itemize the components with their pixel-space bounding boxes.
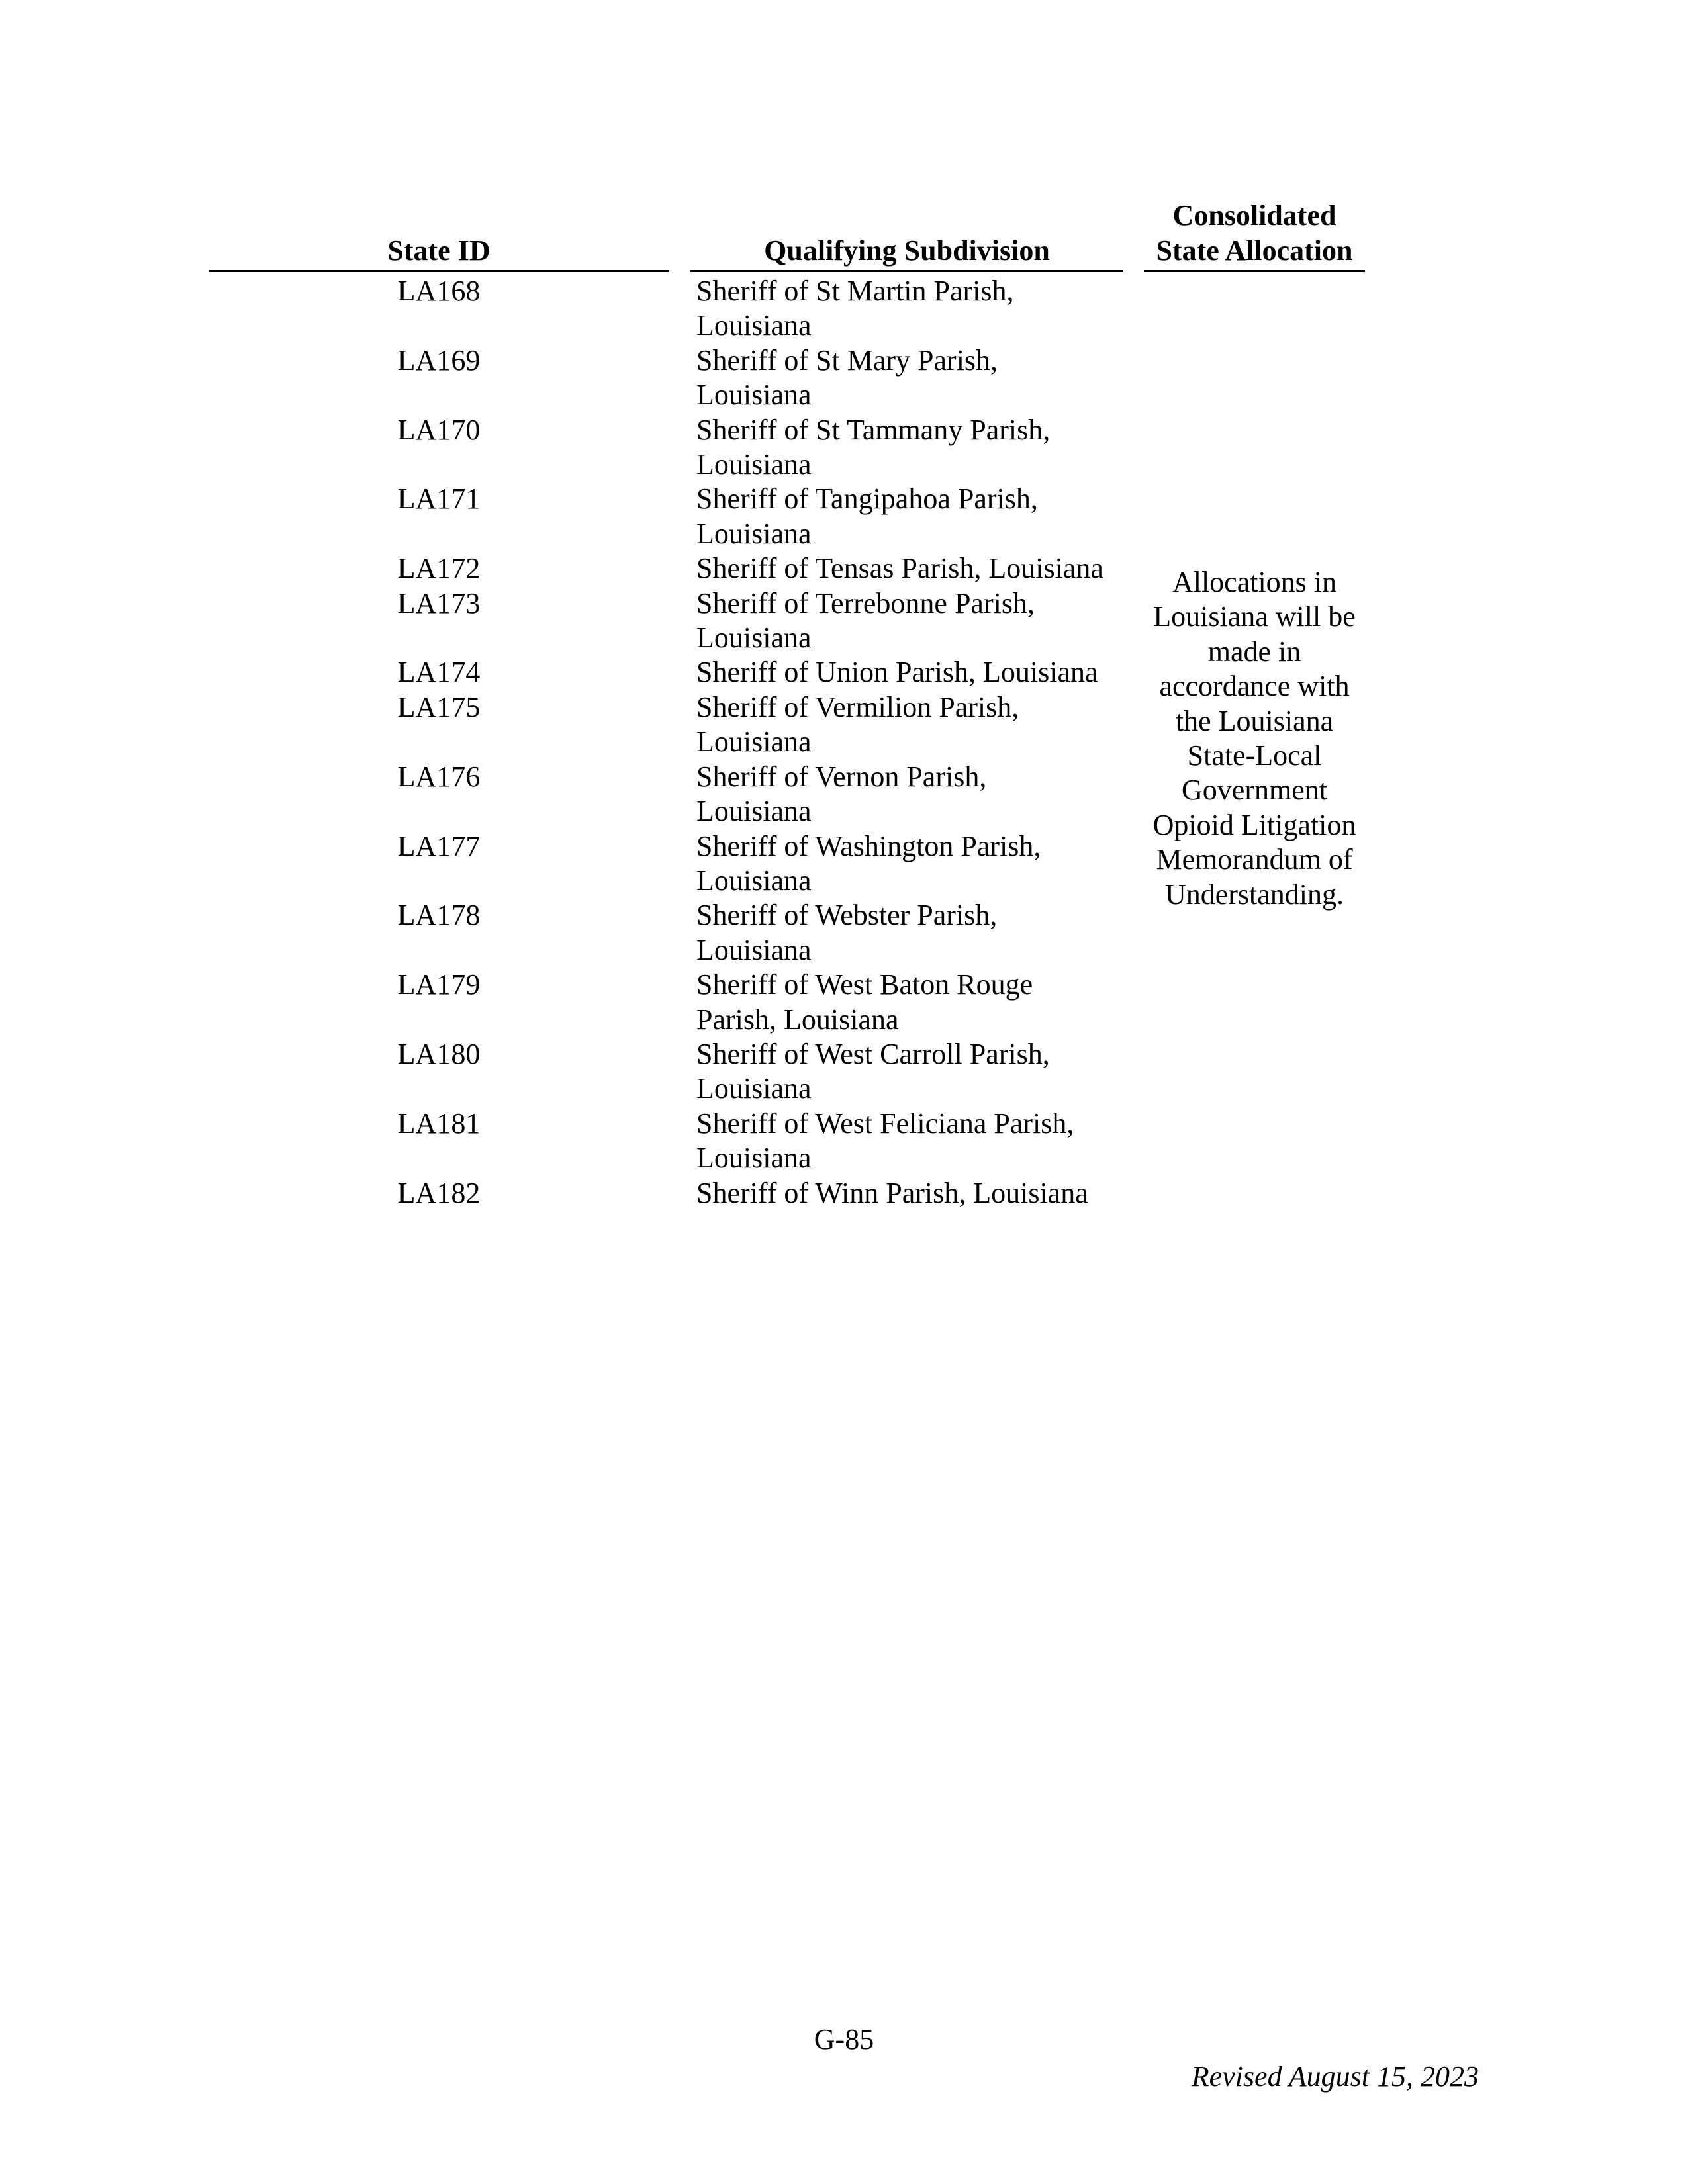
subdivision-cell bbox=[696, 1037, 1133, 1107]
subdivision-line: Louisiana bbox=[696, 933, 812, 966]
table-row bbox=[0, 898, 1688, 968]
subdivision-line: Sheriff of St Tammany Parish, bbox=[696, 413, 1051, 446]
subdivision-cell bbox=[696, 482, 1133, 551]
subdivision-cell bbox=[696, 413, 1133, 482]
state-id-cell: LA178 bbox=[397, 899, 481, 932]
allocation-note-line: Understanding. bbox=[1164, 878, 1344, 911]
subdivision-line: Louisiana bbox=[696, 864, 812, 897]
subdivision-line: Sheriff of Webster Parish, bbox=[696, 899, 998, 932]
subdivision-cell bbox=[696, 690, 1133, 760]
subdivision-line: Sheriff of Union Parish, Louisiana bbox=[696, 656, 1098, 689]
state-id-cell: LA182 bbox=[397, 1176, 481, 1209]
header-allocation-underline bbox=[1144, 270, 1365, 272]
header-state-id bbox=[209, 233, 669, 268]
subdivision-line: Sheriff of West Feliciana Parish, bbox=[696, 1107, 1074, 1140]
subdivision-cell bbox=[696, 760, 1133, 829]
table-row bbox=[0, 1107, 1688, 1176]
subdivision-line: Parish, Louisiana bbox=[696, 1003, 899, 1036]
subdivision-line: Sheriff of Terrebonne Parish, bbox=[696, 586, 1035, 619]
header-allocation bbox=[1144, 198, 1365, 268]
state-id-cell: LA181 bbox=[397, 1107, 481, 1140]
subdivision-line: Louisiana bbox=[696, 448, 812, 481]
subdivision-line: Louisiana bbox=[696, 517, 812, 550]
table-row bbox=[0, 690, 1688, 760]
subdivision-line: Louisiana bbox=[696, 725, 812, 758]
subdivision-cell bbox=[696, 1107, 1133, 1176]
allocation-note-line: State-Local bbox=[1187, 739, 1322, 772]
allocation-note-line: the Louisiana bbox=[1175, 704, 1334, 737]
subdivision-cell bbox=[696, 655, 1133, 690]
subdivision-cell bbox=[696, 829, 1133, 899]
subdivision-line: Sheriff of Winn Parish, Louisiana bbox=[696, 1176, 1088, 1209]
subdivision-cell bbox=[696, 968, 1133, 1037]
subdivision-cell bbox=[696, 274, 1133, 343]
allocation-note-line: Louisiana will be bbox=[1153, 600, 1356, 633]
table-row bbox=[0, 760, 1688, 829]
revised-date: Revised August 15, 2023 bbox=[1191, 2060, 1479, 2093]
subdivision-line: Louisiana bbox=[696, 309, 812, 342]
table-row bbox=[0, 1176, 1688, 1210]
table-row bbox=[0, 655, 1688, 690]
table-row bbox=[0, 343, 1688, 413]
state-id-cell: LA168 bbox=[397, 275, 481, 307]
state-id-cell: LA177 bbox=[397, 829, 481, 862]
table-row bbox=[0, 413, 1688, 482]
header-subdivision-underline bbox=[690, 270, 1123, 272]
header-state-id-label: State ID bbox=[387, 234, 491, 267]
subdivision-cell bbox=[696, 1176, 1133, 1210]
state-id-cell: LA176 bbox=[397, 760, 481, 793]
allocation-note-line: made in bbox=[1207, 635, 1301, 668]
table-row bbox=[0, 586, 1688, 656]
table-row bbox=[0, 482, 1688, 551]
subdivision-line: Sheriff of West Baton Rouge bbox=[696, 968, 1033, 1001]
subdivision-line: Sheriff of Tensas Parish, Louisiana bbox=[696, 552, 1103, 585]
state-id-cell: LA175 bbox=[397, 690, 481, 723]
subdivision-cell bbox=[696, 586, 1133, 656]
allocation-note-line: accordance with bbox=[1159, 670, 1350, 703]
allocation-note-line: Opioid Litigation bbox=[1152, 808, 1356, 841]
table-row bbox=[0, 274, 1688, 343]
subdivision-line: Sheriff of St Mary Parish, bbox=[696, 343, 998, 377]
state-id-cell: LA169 bbox=[397, 343, 481, 377]
header-allocation-line1: Consolidated bbox=[1172, 199, 1336, 232]
header-subdivision-label: Qualifying Subdivision bbox=[764, 234, 1050, 267]
table-body bbox=[0, 274, 1688, 1210]
table-row bbox=[0, 1037, 1688, 1107]
allocation-note-line: Memorandum of bbox=[1156, 843, 1353, 876]
header-state-id-underline bbox=[209, 270, 669, 272]
subdivision-line: Sheriff of West Carroll Parish, bbox=[696, 1037, 1050, 1070]
state-id-cell: LA174 bbox=[397, 656, 481, 689]
state-id-cell: LA173 bbox=[397, 586, 481, 619]
subdivision-line: Sheriff of Tangipahoa Parish, bbox=[696, 482, 1038, 516]
state-id-cell: LA170 bbox=[397, 413, 481, 446]
table-row bbox=[0, 551, 1688, 586]
state-id-cell: LA172 bbox=[397, 552, 481, 585]
allocation-note-line: Allocations in bbox=[1172, 566, 1337, 598]
header-subdivision bbox=[690, 233, 1123, 268]
subdivision-line: Louisiana bbox=[696, 379, 812, 412]
table-row bbox=[0, 829, 1688, 899]
subdivision-line: Sheriff of Vernon Parish, bbox=[696, 760, 987, 793]
subdivision-line: Louisiana bbox=[696, 795, 812, 828]
state-id-cell: LA171 bbox=[397, 482, 481, 516]
subdivision-cell bbox=[696, 343, 1133, 413]
subdivision-line: Louisiana bbox=[696, 1072, 812, 1105]
subdivision-line: Louisiana bbox=[696, 621, 812, 655]
subdivision-line: Sheriff of St Martin Parish, bbox=[696, 275, 1014, 307]
subdivision-line: Sheriff of Vermilion Parish, bbox=[696, 690, 1019, 723]
header-allocation-line2: State Allocation bbox=[1156, 234, 1353, 267]
page-number: G-85 bbox=[814, 2023, 874, 2056]
state-id-cell: LA180 bbox=[397, 1037, 481, 1070]
subdivision-line: Louisiana bbox=[696, 1142, 812, 1175]
allocation-note bbox=[1144, 565, 1365, 912]
allocation-note-line: Government bbox=[1182, 774, 1327, 807]
state-id-cell: LA179 bbox=[397, 968, 481, 1001]
table-row bbox=[0, 968, 1688, 1037]
subdivision-line: Sheriff of Washington Parish, bbox=[696, 829, 1041, 862]
subdivision-cell bbox=[696, 898, 1133, 968]
subdivision-cell bbox=[696, 551, 1133, 586]
